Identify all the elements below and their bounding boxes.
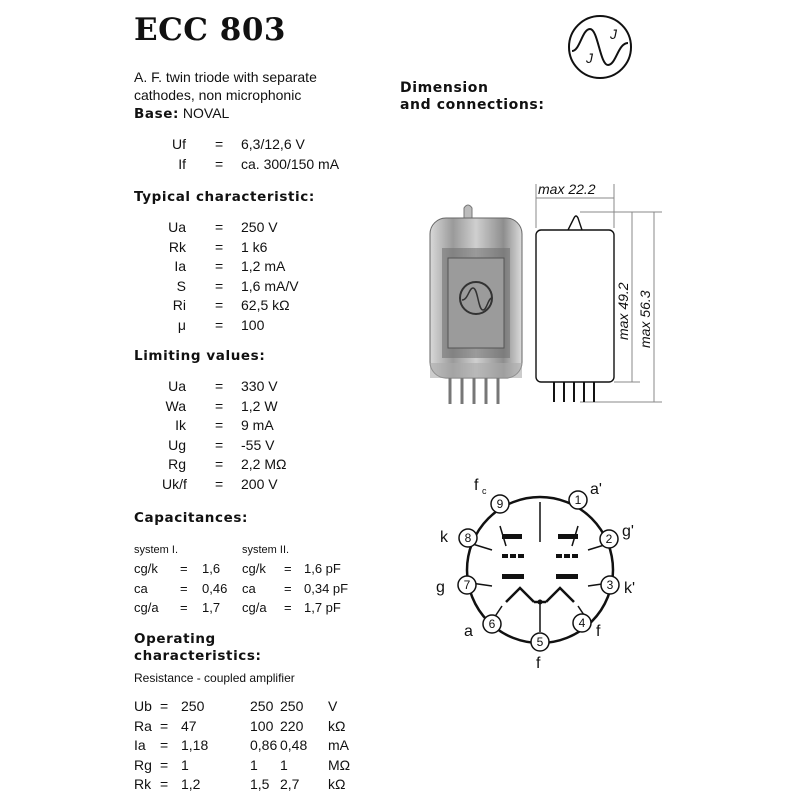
- dimension-heading-line: Dimension: [400, 80, 489, 96]
- param-symbol: μ: [177, 316, 186, 333]
- equals: =: [215, 219, 224, 235]
- cap-value: 1,7: [202, 600, 221, 615]
- equals: =: [284, 580, 292, 596]
- operating-row: [134, 757, 394, 777]
- param-row: [162, 239, 382, 259]
- op-value: 1,18: [181, 737, 209, 753]
- capacitance-row: [134, 600, 374, 620]
- pin-label: g': [622, 523, 634, 540]
- capacitance-table: [134, 561, 374, 620]
- op-value: 250: [250, 698, 274, 714]
- param-row: [162, 317, 382, 337]
- pin-number: 1: [574, 493, 582, 507]
- op-unit: kΩ: [328, 717, 346, 734]
- typical-heading: Typical characteristic:: [134, 189, 315, 205]
- equals: =: [180, 600, 188, 615]
- pinout-diagram: [430, 470, 650, 670]
- param-symbol: Ua: [168, 378, 186, 394]
- param-row: [162, 136, 382, 156]
- equals: =: [180, 561, 188, 576]
- param-symbol: Rk: [168, 238, 186, 255]
- param-value: 330 V: [241, 378, 278, 394]
- param-value: ca. 300/150 mA: [241, 155, 340, 172]
- typical-params: [162, 219, 382, 336]
- op-value: 0,86: [250, 737, 278, 753]
- param-value: 1,2 mA: [241, 258, 286, 274]
- op-symbol: Ub: [134, 698, 152, 714]
- op-symbol: Ra: [134, 717, 152, 734]
- op-value: 2,7: [280, 776, 300, 792]
- pin-number: 9: [496, 497, 504, 511]
- equals: =: [284, 561, 292, 576]
- pin-label: g: [436, 579, 445, 596]
- op-value: 100: [250, 717, 274, 734]
- description-line: cathodes, non microphonic: [134, 87, 302, 103]
- op-unit: mA: [328, 737, 349, 753]
- param-symbol: Ik: [175, 417, 186, 433]
- logo-letter: J: [586, 50, 593, 66]
- param-row: [162, 476, 382, 496]
- pin-number: 2: [605, 532, 613, 546]
- limiting-params: [162, 378, 382, 495]
- cap-symbol: ca: [134, 580, 148, 596]
- cap-symbol: ca: [242, 580, 256, 596]
- height-dimension-label: max 56.3: [637, 290, 653, 348]
- pin-label: k: [440, 529, 448, 546]
- param-value: 1,2 W: [241, 397, 278, 414]
- op-value: 1,2: [181, 776, 201, 792]
- logo-letter: J: [610, 26, 617, 42]
- capacitance-row: [134, 561, 374, 581]
- operating-heading-line: Operating: [134, 631, 216, 647]
- tube-photo: [420, 198, 532, 408]
- operating-table: [134, 698, 394, 796]
- op-value: 1: [280, 756, 288, 773]
- param-value: 62,5 kΩ: [241, 297, 290, 313]
- equals: =: [215, 155, 224, 172]
- param-symbol: Ri: [172, 297, 186, 313]
- equals: =: [160, 698, 169, 714]
- pin-label: k': [624, 580, 636, 597]
- pin-number: 3: [606, 578, 614, 592]
- param-row: [162, 417, 382, 437]
- param-symbol: S: [176, 277, 186, 294]
- param-symbol: Ia: [174, 258, 186, 274]
- system-1-label: system I.: [134, 544, 179, 556]
- equals: =: [215, 417, 224, 433]
- op-symbol: Rg: [134, 756, 152, 773]
- op-unit: kΩ: [328, 776, 346, 792]
- cap-value: 1,6: [202, 561, 221, 576]
- equals: =: [160, 737, 169, 753]
- equals: =: [160, 756, 169, 773]
- pin-number: 6: [488, 617, 496, 631]
- op-value: 0,48: [280, 737, 308, 753]
- base-value: NOVAL: [182, 105, 230, 121]
- param-row: [162, 378, 382, 398]
- operating-subtitle: Resistance - coupled amplifier: [134, 671, 295, 685]
- page-title: ECC 803: [134, 12, 286, 48]
- op-value: 1: [181, 756, 189, 773]
- description-line: A. F. twin triode with separate: [134, 69, 317, 85]
- equals: =: [215, 136, 224, 152]
- equals: =: [215, 258, 224, 274]
- cap-value: 1,7 pF: [304, 600, 341, 615]
- param-row: [162, 437, 382, 457]
- param-symbol: Wa: [165, 397, 186, 414]
- cap-value: 1,6 pF: [304, 561, 341, 576]
- op-value: 1,5: [250, 776, 270, 792]
- jj-logo: [566, 13, 634, 81]
- param-symbol: Ua: [168, 219, 186, 235]
- base-line: [134, 104, 317, 123]
- operating-row: [134, 698, 394, 718]
- pin-number: 8: [464, 531, 472, 545]
- equals: =: [284, 600, 292, 615]
- height-dimension-label: max 49.2: [615, 282, 631, 340]
- param-symbol: Rg: [168, 456, 186, 472]
- param-symbol: Uk/f: [162, 475, 187, 492]
- param-symbol: Ug: [168, 436, 186, 453]
- equals: =: [215, 475, 224, 492]
- operating-row: [134, 737, 394, 757]
- cap-symbol: cg/k: [242, 561, 266, 576]
- equals: =: [215, 297, 224, 313]
- pin-number: 4: [578, 616, 586, 630]
- capacitances-heading: Capacitances:: [134, 510, 248, 526]
- op-value: 250: [280, 698, 304, 714]
- limiting-heading: Limiting values:: [134, 348, 266, 364]
- equals: =: [215, 456, 224, 472]
- base-label: Base:: [134, 106, 179, 122]
- equals: =: [215, 277, 224, 294]
- op-symbol: Rk: [134, 776, 152, 792]
- equals: =: [180, 580, 188, 596]
- width-dimension-label: max 22.2: [538, 181, 596, 197]
- cap-symbol: cg/k: [134, 561, 158, 576]
- system-2-label: system II.: [242, 544, 290, 556]
- param-row: [162, 258, 382, 278]
- equals: =: [215, 316, 224, 333]
- pin-label: a': [590, 481, 602, 498]
- param-value: 1,6 mA/V: [241, 277, 299, 294]
- param-row: [162, 398, 382, 418]
- pin-label: f: [536, 655, 541, 670]
- param-row: [162, 278, 382, 298]
- equals: =: [215, 436, 224, 453]
- operating-heading-line: characteristics:: [134, 648, 262, 664]
- op-symbol: Ia: [134, 737, 146, 753]
- param-row: [162, 219, 382, 239]
- param-symbol: If: [178, 155, 186, 172]
- op-value: 250: [181, 698, 205, 714]
- dimension-drawing: [520, 178, 670, 408]
- heater-params: [162, 136, 382, 175]
- equals: =: [160, 776, 169, 792]
- cap-symbol: cg/a: [134, 600, 159, 615]
- capacitance-row: [134, 581, 374, 601]
- param-value: -55 V: [241, 436, 275, 453]
- cap-value: 0,34 pF: [304, 580, 349, 596]
- param-symbol: Uf: [172, 136, 186, 152]
- operating-row: [134, 718, 394, 738]
- dimension-heading-line: and connections:: [400, 97, 545, 113]
- op-unit: V: [328, 698, 338, 714]
- pin-number: 7: [463, 578, 471, 592]
- description: [134, 68, 317, 123]
- op-unit: MΩ: [328, 756, 351, 773]
- param-value: 1 k6: [241, 238, 268, 255]
- param-value: 9 mA: [241, 417, 274, 433]
- cap-symbol: cg/a: [242, 600, 267, 615]
- equals: =: [160, 717, 169, 734]
- dimension-heading: [400, 80, 545, 114]
- cap-value: 0,46: [202, 580, 228, 596]
- param-value: 6,3/12,6 V: [241, 136, 305, 152]
- operating-row: [134, 776, 394, 796]
- op-value: 220: [280, 717, 304, 734]
- pin-label: f: [596, 623, 601, 640]
- pin-number: 5: [536, 635, 544, 649]
- equals: =: [215, 238, 224, 255]
- pin-label: a: [464, 623, 473, 640]
- equals: =: [215, 397, 224, 414]
- param-row: [162, 156, 382, 176]
- param-row: [162, 297, 382, 317]
- param-value: 250 V: [241, 219, 278, 235]
- pin-label-subscript: c: [482, 486, 487, 496]
- op-value: 47: [181, 717, 197, 734]
- op-value: 1: [250, 756, 258, 773]
- param-row: [162, 456, 382, 476]
- pin-label: f: [474, 477, 479, 494]
- param-value: 200 V: [241, 475, 278, 492]
- equals: =: [215, 378, 224, 394]
- param-value: 100: [241, 316, 265, 333]
- operating-heading: [134, 631, 262, 665]
- param-value: 2,2 MΩ: [241, 456, 287, 472]
